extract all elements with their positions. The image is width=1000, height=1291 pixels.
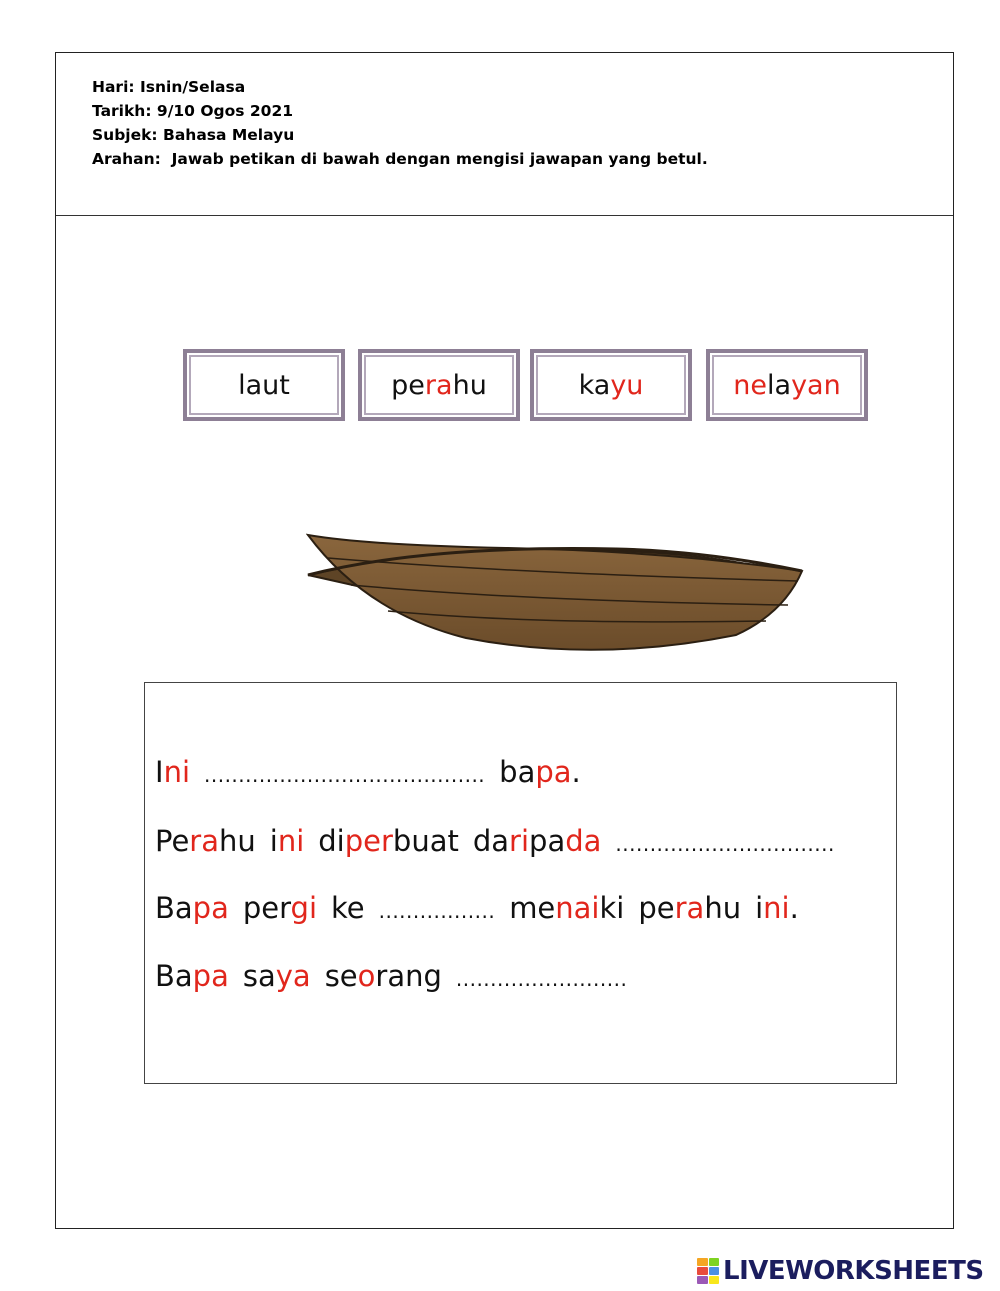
logo-square	[697, 1258, 708, 1266]
passage-word	[331, 891, 365, 925]
logo-square	[697, 1276, 708, 1284]
passage-word	[473, 824, 602, 858]
passage-box	[144, 682, 897, 1084]
word-syllable: ra	[674, 891, 705, 925]
boat-illustration	[306, 493, 806, 653]
word-syllable: pa	[535, 755, 572, 789]
word-box[interactable]	[358, 349, 520, 421]
word-syllable: di	[318, 824, 345, 858]
passage-word	[509, 891, 624, 925]
word-box[interactable]	[183, 349, 345, 421]
word-syllable: per	[344, 824, 393, 858]
word-syllable: ni	[163, 755, 190, 789]
logo-square	[709, 1267, 720, 1275]
word-syllable: hu	[704, 891, 742, 925]
word-syllable: Pe	[155, 824, 190, 858]
word-syllable: Ba	[155, 959, 193, 993]
word-syllable: sa	[242, 959, 276, 993]
word-syllable: da	[565, 824, 602, 858]
word-syllable: la	[767, 369, 792, 401]
word-syllable: pa	[529, 824, 566, 858]
word-syllable: nai	[555, 891, 600, 925]
word-syllable: buat	[392, 824, 459, 858]
word-syllable: pa	[192, 959, 229, 993]
word-syllable: rang	[375, 959, 442, 993]
word-syllable: .	[571, 755, 581, 789]
word-syllable: Ba	[155, 891, 193, 925]
answer-blank[interactable]: .................	[378, 899, 496, 923]
instruction-line: Arahan: Jawab petikan di bawah dengan mengisi jawapan yang betul.	[92, 150, 708, 168]
word-syllable: ya	[275, 959, 311, 993]
word-syllable: pe	[638, 891, 675, 925]
passage-word	[325, 959, 442, 993]
passage-word	[155, 891, 229, 925]
date-line: Tarikh: 9/10 Ogos 2021	[92, 102, 294, 120]
day-line: Hari: Isnin/Selasa	[92, 78, 246, 96]
liveworksheets-logo-icon	[697, 1258, 719, 1284]
worksheet-header	[92, 75, 708, 171]
word-box[interactable]	[530, 349, 692, 421]
passage-word	[243, 891, 317, 925]
passage-word	[638, 891, 741, 925]
word-syllable: ki	[599, 891, 625, 925]
word-syllable: pa	[192, 891, 229, 925]
word-syllable: o	[357, 959, 376, 993]
passage-word	[499, 755, 581, 789]
word-syllable: hu	[452, 369, 487, 401]
passage-line	[155, 824, 849, 858]
passage-word	[155, 959, 229, 993]
word-syllable: yu	[610, 369, 644, 401]
brand-name: LIVEWORKSHEETS	[723, 1256, 984, 1286]
word-syllable: ne	[733, 369, 768, 401]
word-syllable: se	[324, 959, 358, 993]
word-syllable: ri	[509, 824, 530, 858]
word-syllable: yan	[791, 369, 841, 401]
logo-square	[709, 1276, 720, 1284]
word-syllable: pe	[391, 369, 425, 401]
logo-square	[697, 1267, 708, 1275]
answer-blank[interactable]: .........................	[455, 967, 628, 991]
header-divider	[56, 215, 953, 216]
passage-word	[155, 824, 256, 858]
answer-blank[interactable]: .........................................	[204, 763, 486, 787]
word-syllable: ka	[578, 369, 611, 401]
word-syllable: laut	[238, 369, 290, 401]
passage-line	[155, 959, 641, 993]
word-syllable: i	[269, 824, 278, 858]
liveworksheets-logo	[697, 1256, 984, 1286]
word-syllable: .	[789, 891, 799, 925]
passage-line	[155, 755, 595, 789]
passage-word	[155, 755, 190, 789]
word-syllable: da	[472, 824, 510, 858]
word-syllable: ra	[424, 369, 453, 401]
word-syllable: i	[755, 891, 764, 925]
logo-square	[709, 1258, 720, 1266]
passage-line	[155, 891, 813, 925]
passage-word	[243, 959, 311, 993]
word-syllable: I	[155, 755, 164, 789]
word-syllable: ba	[499, 755, 536, 789]
word-syllable: hu	[219, 824, 256, 858]
passage-word	[318, 824, 459, 858]
word-syllable: ke	[331, 891, 365, 925]
passage-word	[755, 891, 799, 925]
answer-blank[interactable]: ................................	[615, 832, 835, 856]
worksheet-page	[55, 52, 954, 1229]
word-syllable: per	[242, 891, 291, 925]
word-syllable: gi	[290, 891, 317, 925]
word-syllable: me	[509, 891, 556, 925]
word-syllable: ra	[189, 824, 219, 858]
word-syllable: ni	[763, 891, 790, 925]
word-box[interactable]	[706, 349, 868, 421]
word-syllable: ni	[277, 824, 305, 858]
passage-word	[270, 824, 305, 858]
subject-line: Subjek: Bahasa Melayu	[92, 126, 295, 144]
